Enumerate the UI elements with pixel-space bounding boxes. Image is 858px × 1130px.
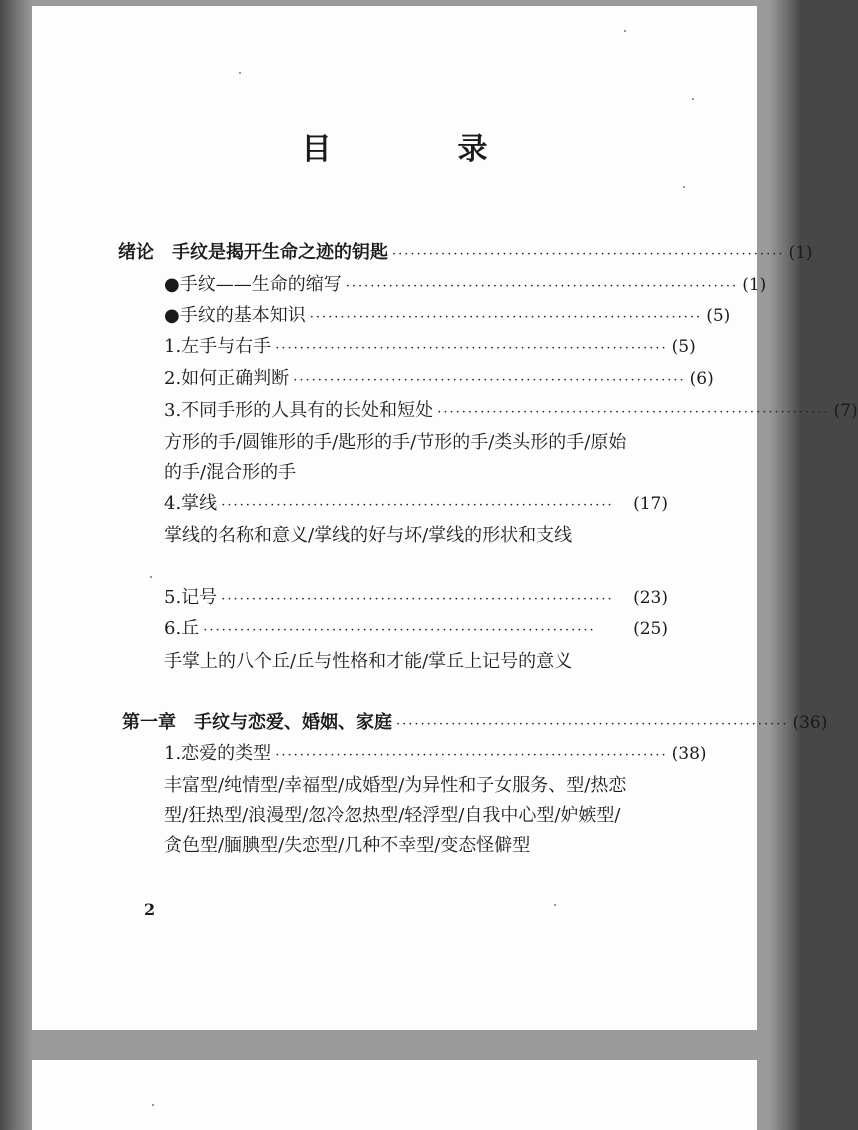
leader-dots: ································································ [396, 717, 789, 732]
leader-dots: ································································ [275, 341, 668, 356]
toc-entry-page: (5) [706, 306, 731, 326]
page-number: 2 [144, 900, 156, 919]
scan-speck [692, 98, 694, 100]
leader-dots: ································································ [221, 592, 614, 607]
toc-entry-label: 绪论 手纹是揭开生命之迹的钥匙 [118, 242, 388, 263]
leader-dots: ································································ [345, 279, 739, 294]
toc-entry-label: 第一章 手纹与恋爱、婚姻、家庭 [122, 712, 392, 733]
toc-entry-page: (38) [671, 744, 707, 764]
page-title: 目 录 [301, 132, 536, 167]
toc-entry-label: 2.如何正确判断 [164, 368, 290, 389]
toc-entry-page: (36) [792, 713, 828, 733]
toc-entry[interactable] [164, 741, 707, 769]
toc-entry[interactable] [118, 240, 813, 268]
toc-entry[interactable] [164, 366, 714, 394]
scan-speck [554, 904, 556, 906]
toc-entry[interactable] [164, 585, 668, 613]
leader-dots: ································································ [221, 498, 614, 513]
leader-dots: ································································ [293, 373, 686, 388]
toc-entry-label: ●手纹——生命的缩写 [164, 274, 342, 295]
toc-subtext: 丰富型/纯情型/幸福型/成婚型/为异性和子女服务、型/热恋型/狂热型/浪漫型/忽冷忽热型/轻浮型/自我中心型/妒嫉型/贪色型/腼腆型/失恋型/几种不幸型/变态怪僻型 [164, 775, 627, 856]
toc-entry-label: 6.丘 [164, 618, 200, 639]
scan-speck [152, 1104, 154, 1106]
scan-speck [624, 30, 626, 32]
toc-entry[interactable] [122, 710, 828, 738]
toc-entry-page: (1) [788, 243, 813, 263]
toc-entry-label: 3.不同手形的人具有的长处和短处 [164, 400, 434, 421]
toc-entry[interactable] [164, 334, 696, 362]
toc-entry[interactable] [164, 398, 858, 426]
leader-dots: ································································ [203, 623, 596, 638]
toc-subtext: 掌线的名称和意义/掌线的好与坏/掌线的形状和支线 [164, 525, 573, 546]
document-page [32, 6, 858, 1030]
toc-entry-page: (6) [689, 369, 714, 389]
leader-dots: ································································ [309, 310, 703, 325]
toc-subtext: 手掌上的八个丘/丘与性格和才能/掌丘上记号的意义 [164, 651, 573, 672]
leader-dots: ································································ [437, 405, 830, 420]
toc-entry[interactable] [164, 272, 767, 300]
toc-entry-page: (5) [671, 337, 696, 357]
scan-speck [239, 72, 241, 74]
leader-dots: ································································ [392, 247, 785, 262]
toc-entry-page: (1) [742, 275, 767, 295]
toc-entry[interactable] [164, 491, 668, 519]
toc-entry-page: (7) [833, 401, 858, 421]
toc-entry-label: 1.左手与右手 [164, 336, 272, 357]
toc-entry-page: (17) [633, 494, 668, 514]
toc-entry-page: (25) [633, 619, 668, 639]
scan-speck [150, 576, 152, 578]
next-document-page [32, 1060, 757, 1130]
toc-entry[interactable] [164, 616, 668, 644]
toc-entry-label: 5.记号 [164, 587, 218, 608]
toc-entry[interactable] [164, 303, 731, 331]
toc-entry-label: 4.掌线 [164, 493, 218, 514]
toc-entry-label: ●手纹的基本知识 [164, 305, 306, 326]
toc-entry-page: (23) [633, 588, 668, 608]
scan-speck [683, 186, 685, 188]
toc-entry-label: 1.恋爱的类型 [164, 743, 272, 764]
leader-dots: ································································ [275, 748, 668, 763]
toc-subtext: 方形的手/圆锥形的手/匙形的手/节形的手/类头形的手/原始的手/混合形的手 [164, 432, 627, 483]
